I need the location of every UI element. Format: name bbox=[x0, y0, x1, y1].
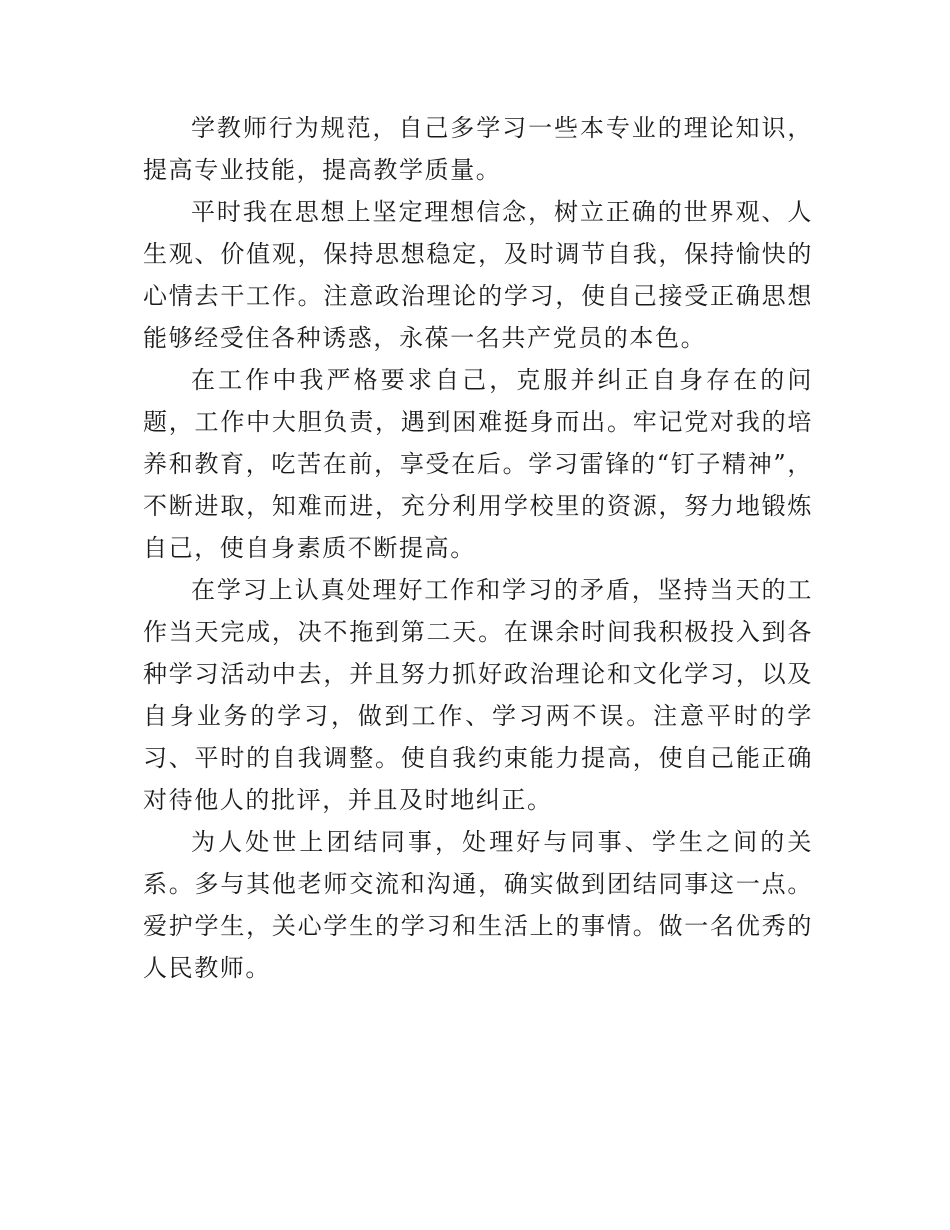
paragraph: 学教师行为规范，自己多学习一些本专业的理论知识，提高专业技能，提高教学质量。 bbox=[143, 114, 813, 184]
paragraph: 平时我在思想上坚定理想信念，树立正确的世界观、人生观、价值观，保持思想稳定，及时调节自我，保持愉快的心情去干工作。注意政治理论的学习，使自己接受正确思想能够经受住各种诱惑，永葆一名共产党员的本色。 bbox=[143, 198, 813, 352]
paragraph: 在工作中我严格要求自己，克服并纠正自身存在的问题，工作中大胆负责，遇到困难挺身而出。牢记党对我的培养和教育，吃苦在前，享受在后。学习雷锋的“钉子精神”，不断进取，知难而进，充分利用学校里的资源，努力地锻炼自己，使自身素质不断提高。 bbox=[143, 366, 813, 562]
paragraph: 在学习上认真处理好工作和学习的矛盾，坚持当天的工作当天完成，决不拖到第二天。在课余时间我积极投入到各种学习活动中去，并且努力抓好政治理论和文化学习，以及自身业务的学习，做到工作、学习两不误。注意平时的学习、平时的自我调整。使自我约束能力提高，使自己能正确对待他人的批评，并且及时地纠正。 bbox=[143, 576, 813, 814]
paragraph: 为人处世上团结同事，处理好与同事、学生之间的关系。多与其他老师交流和沟通，确实做到团结同事这一点。爱护学生，关心学生的学习和生活上的事情。做一名优秀的人民教师。 bbox=[143, 828, 813, 982]
document-body bbox=[143, 107, 813, 989]
